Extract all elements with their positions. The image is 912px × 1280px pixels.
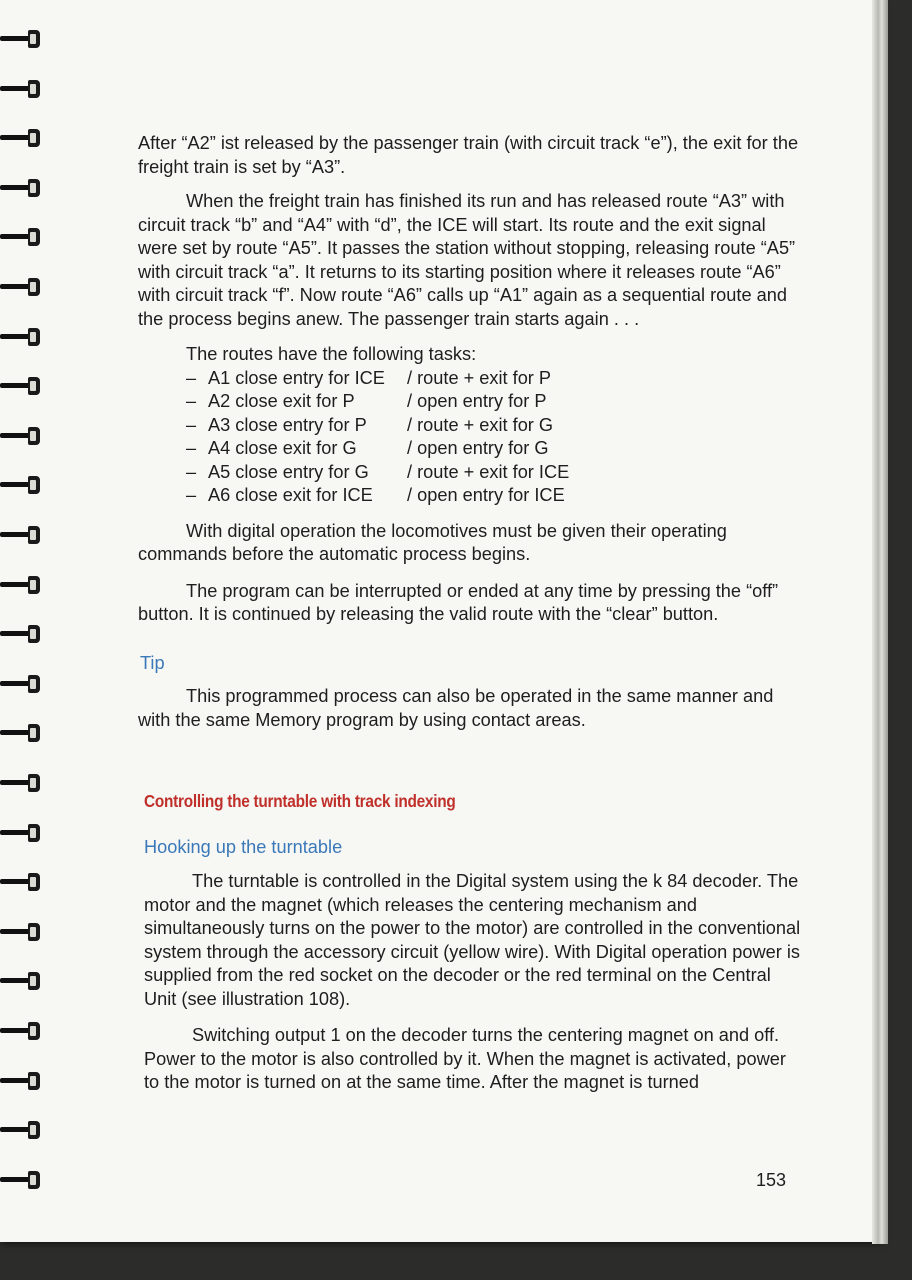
binding-ring — [0, 328, 44, 350]
binding-ring — [0, 774, 44, 796]
binding-ring — [0, 972, 44, 994]
paragraph: The turntable is controlled in the Digital system using the k 84 decoder. The motor and the magnet (which releases the centering mechanism and simultaneously turns on the power to the motor) are controlled in the conventional system through the accessory circuit (yellow wire). With Digital operation power is supplied from the red socket on the decoder or the red terminal on the Central Unit (see illustration 108). — [144, 871, 801, 1009]
routes-intro: The routes have the following tasks: — [186, 344, 477, 364]
route-task: A5 close entry for G — [208, 461, 369, 482]
section-heading: Controlling the turntable with track indexing — [144, 791, 456, 811]
list-dash: – — [186, 391, 197, 411]
route-action: / route + exit for G — [407, 414, 554, 435]
binding-ring — [0, 278, 44, 300]
list-dash: – — [186, 414, 197, 435]
paragraph: Switching output 1 on the decoder turns the centering magnet on and off. Power to the motor is also controlled by it. When the magnet is activated, power to the motor is turned on at the same time. After the magnet is turned — [144, 1025, 786, 1092]
paragraph: After “A2” ist released by the passenger train (with circuit track “e”), the exit for the freight train is set by “A3”. — [138, 133, 799, 177]
subheading: Hooking up the turntable — [144, 836, 343, 857]
routes-list — [186, 343, 803, 508]
binding-ring — [0, 179, 44, 201]
paragraph: When the freight train has finished its run and has released route “A3” with circuit track “b” and “A4” with “d”, the ICE will start. Its route and the exit signal were set by route “A5”. It passes the station without stopping, releasing route “A5” with circuit track “a”. It returns to its starting position where it releases route “A6” with circuit track “f”. Now route “A6” calls up “A1” again as a sequential route and the process begins anew. The passenger train starts again . . . — [138, 191, 796, 329]
route-row — [186, 437, 803, 461]
binding-ring — [0, 526, 44, 548]
binding-ring — [0, 30, 44, 52]
route-action: / open entry for P — [407, 391, 547, 411]
tip-paragraph: This programmed process can also be operated in the same manner and with the same Memory program by using contact areas. — [138, 686, 774, 730]
tip-heading: Tip — [140, 652, 165, 673]
binding-ring — [0, 576, 44, 598]
binding-ring — [0, 625, 44, 647]
page-content — [138, 132, 803, 1106]
route-task: A2 close exit for P — [208, 391, 355, 411]
binding-ring — [0, 873, 44, 895]
binding-ring — [0, 1072, 44, 1094]
binding-ring — [0, 1121, 44, 1143]
binding-ring — [0, 923, 44, 945]
binding-ring — [0, 1171, 44, 1193]
binding-ring — [0, 377, 44, 399]
paragraph: The program can be interrupted or ended at any time by pressing the “off” button. It is continued by releasing the valid route with the “clear” button. — [138, 580, 779, 624]
binding-ring — [0, 675, 44, 697]
binding-ring — [0, 427, 44, 449]
binding-ring — [0, 228, 44, 250]
list-dash: – — [186, 485, 197, 505]
binding-ring — [0, 1022, 44, 1044]
route-task: A1 close entry for ICE — [208, 367, 385, 388]
route-action: / route + exit for P — [407, 367, 552, 388]
route-action: / open entry for ICE — [407, 485, 565, 505]
list-dash: – — [186, 367, 197, 388]
page-number: 153 — [756, 1170, 787, 1190]
binding-ring — [0, 724, 44, 746]
binding-ring — [0, 476, 44, 498]
route-action: / open entry for G — [407, 438, 549, 458]
route-task: A3 close entry for P — [208, 414, 367, 435]
binding-ring — [0, 824, 44, 846]
route-row — [186, 484, 803, 508]
route-row — [186, 390, 803, 414]
route-row — [186, 367, 803, 391]
list-dash: – — [186, 438, 197, 458]
page-edge — [872, 0, 888, 1244]
list-dash: – — [186, 461, 197, 482]
binding-ring — [0, 129, 44, 151]
paragraph: With digital operation the locomotives must be given their operating commands before the automatic process begins. — [138, 520, 727, 564]
route-row — [186, 461, 803, 485]
spiral-binding — [0, 0, 60, 1242]
route-task: A4 close exit for G — [208, 438, 357, 458]
binding-ring — [0, 80, 44, 102]
route-action: / route + exit for ICE — [407, 461, 570, 482]
route-task: A6 close exit for ICE — [208, 485, 373, 505]
route-row — [186, 414, 803, 438]
